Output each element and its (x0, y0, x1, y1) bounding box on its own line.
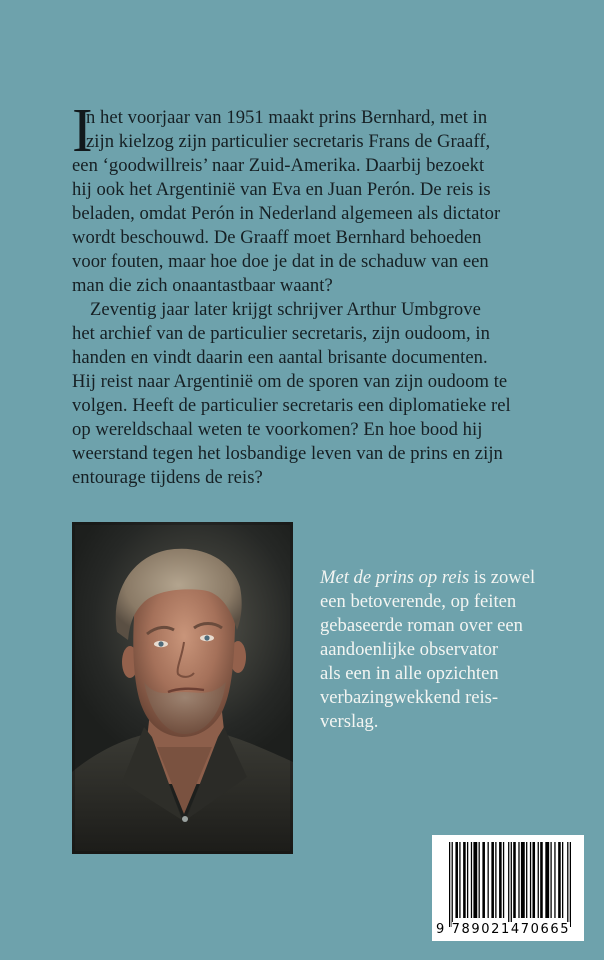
synopsis-line: hij ook het Argentinië van Eva en Juan Perón. De reis is (72, 179, 491, 200)
synopsis-line: zijn kielzog zijn particulier secretaris Frans de Graaff, (86, 131, 491, 152)
synopsis-line: beladen, omdat Perón in Nederland algemeen als dictator (72, 203, 501, 224)
book-title-italic: Met de prins op reis (320, 567, 470, 588)
barcode-bars-icon (449, 842, 571, 927)
isbn-group-1: 789021 (451, 922, 511, 937)
portrait-illustration (72, 522, 293, 854)
synopsis-line: Zeventig jaar later krijgt schrijver Arthur Umbgrove (90, 299, 481, 320)
isbn-barcode (432, 835, 584, 941)
synopsis-line: Hij reist naar Argentinië om de sporen van zijn oudoom te (72, 371, 508, 392)
synopsis-line: man die zich onaantastbaar waant? (72, 275, 333, 296)
synopsis-line: op wereldschaal weten te voorkomen? En hoe bood hij (72, 419, 483, 440)
isbn-lead-digit: 9 (436, 922, 446, 937)
synopsis-line: n het voorjaar van 1951 maakt prins Bernhard, met in (86, 107, 488, 128)
synopsis-line: voor fouten, maar hoe doe je dat in de schaduw van een (72, 251, 489, 272)
drop-cap: I (72, 97, 93, 165)
synopsis-line: wordt beschouwd. De Graaff moet Bernhard behoeden (72, 227, 482, 248)
pitch-line: een betoverende, op feiten (320, 591, 517, 612)
isbn-group-2: 470665 (510, 922, 571, 937)
synopsis-line: weerstand tegen het losbandige leven van de prins en zijn (72, 443, 503, 464)
pitch-line: verslag. (320, 711, 379, 732)
pitch-line: als een in alle opzichten (320, 663, 499, 684)
author-photo (72, 522, 293, 854)
synopsis-line: volgen. Heeft de particulier secretaris een diplomatieke rel (72, 395, 511, 416)
synopsis-line: het archief van de particulier secretaris, zijn oudoom, in (72, 323, 490, 344)
pitch-line (320, 566, 560, 590)
pitch-line: gebaseerde roman over een (320, 615, 523, 636)
pitch-text (320, 566, 560, 734)
synopsis-line: handen en vindt daarin een aantal brisante documenten. (72, 347, 488, 368)
isbn-number (436, 923, 570, 937)
pitch-line: aandoenlijke observator (320, 639, 499, 660)
pitch-line: verbazingwekkend reis- (320, 687, 499, 708)
synopsis-line: een ‘goodwillreis’ naar Zuid-Amerika. Daarbij bezoekt (72, 155, 485, 176)
pitch-line-rest: is zowel (469, 567, 536, 588)
synopsis-line: entourage tijdens de reis? (72, 467, 263, 488)
synopsis-text (72, 97, 552, 490)
